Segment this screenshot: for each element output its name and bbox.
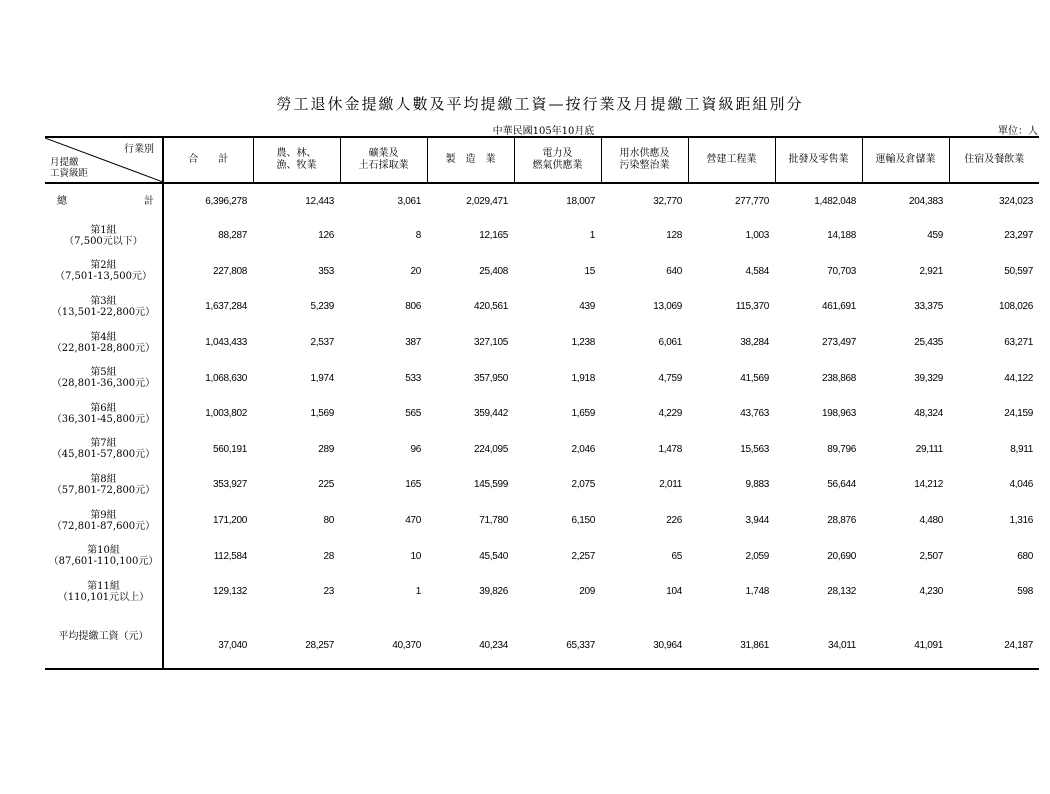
value-cell: 4,480 bbox=[919, 515, 943, 527]
row-label: 第11組 （110,101元以上） bbox=[45, 574, 163, 610]
value-cell: 470 bbox=[405, 515, 421, 527]
value-cell: 24,159 bbox=[1004, 408, 1033, 420]
table-row bbox=[45, 360, 1039, 396]
value-cell: 56,644 bbox=[827, 479, 856, 491]
column-header-0: 合 計 bbox=[163, 137, 253, 183]
value-cell: 108,026 bbox=[998, 301, 1033, 313]
value-cell: 4,229 bbox=[658, 408, 682, 420]
value-cell: 15 bbox=[584, 265, 595, 277]
table-row bbox=[45, 396, 1039, 432]
value-cell: 1,569 bbox=[310, 408, 334, 420]
value-cell: 2,257 bbox=[571, 550, 595, 562]
value-cell: 14,212 bbox=[914, 479, 943, 491]
value-cell: 598 bbox=[1017, 586, 1033, 598]
column-header-5: 用水供應及 污染整治業 bbox=[601, 137, 688, 183]
row-label: 第8組 （57,801-72,800元） bbox=[45, 467, 163, 503]
table-row bbox=[45, 503, 1039, 539]
value-cell: 6,396,278 bbox=[205, 195, 247, 207]
value-cell: 34,011 bbox=[775, 610, 862, 669]
column-header-1: 農、林、 漁、牧業 bbox=[253, 137, 340, 183]
value-cell: 3,061 bbox=[397, 195, 421, 207]
value-cell: 24,187 bbox=[949, 610, 1039, 669]
value-cell: 227,808 bbox=[212, 265, 247, 277]
value-cell: 4,230 bbox=[919, 586, 943, 598]
value-cell: 31,861 bbox=[688, 610, 775, 669]
total-row bbox=[45, 183, 1039, 218]
value-cell: 145,599 bbox=[473, 479, 508, 491]
value-cell: 225 bbox=[318, 479, 334, 491]
value-cell: 1,238 bbox=[571, 337, 595, 349]
row-label: 第6組 （36,301-45,800元） bbox=[45, 396, 163, 432]
value-cell: 2,011 bbox=[659, 479, 682, 491]
value-cell: 1,974 bbox=[310, 372, 334, 384]
value-cell: 806 bbox=[405, 301, 421, 313]
value-cell: 37,040 bbox=[163, 610, 253, 669]
stub-header bbox=[45, 137, 163, 183]
value-cell: 8,911 bbox=[1010, 443, 1033, 455]
value-cell: 2,059 bbox=[745, 550, 769, 562]
row-label: 第2組 （7,501-13,500元） bbox=[45, 254, 163, 290]
row-label: 第10組 （87,601-110,100元） bbox=[45, 538, 163, 574]
value-cell: 88,287 bbox=[218, 230, 247, 242]
value-cell: 39,329 bbox=[914, 372, 943, 384]
value-cell: 1,043,433 bbox=[205, 337, 247, 349]
value-cell: 28,876 bbox=[827, 515, 856, 527]
value-cell: 44,122 bbox=[1004, 372, 1033, 384]
value-cell: 14,188 bbox=[827, 230, 856, 242]
column-header-4: 電力及 燃氣供應業 bbox=[514, 137, 601, 183]
value-cell: 238,868 bbox=[821, 372, 856, 384]
value-cell: 40,370 bbox=[340, 610, 427, 669]
value-cell: 273,497 bbox=[821, 337, 856, 349]
report-date: 中華民國105年10月底 bbox=[492, 126, 595, 137]
value-cell: 10 bbox=[410, 550, 421, 562]
value-cell: 353,927 bbox=[212, 479, 247, 491]
value-cell: 387 bbox=[405, 337, 421, 349]
header-row bbox=[45, 137, 1039, 183]
value-cell: 226 bbox=[666, 515, 682, 527]
value-cell: 50,597 bbox=[1004, 265, 1033, 277]
value-cell: 2,537 bbox=[310, 337, 334, 349]
value-cell: 420,561 bbox=[473, 301, 508, 313]
value-cell: 6,061 bbox=[658, 337, 682, 349]
value-cell: 1,316 bbox=[1009, 515, 1033, 527]
value-cell: 115,370 bbox=[735, 301, 769, 313]
value-cell: 29,111 bbox=[915, 443, 943, 455]
value-cell: 39,826 bbox=[479, 586, 508, 598]
value-cell: 126 bbox=[318, 230, 334, 242]
value-cell: 65 bbox=[671, 550, 682, 562]
column-header-6: 營建工程業 bbox=[688, 137, 775, 183]
value-cell: 1,068,630 bbox=[205, 372, 247, 384]
value-cell: 80 bbox=[323, 515, 334, 527]
value-cell: 4,584 bbox=[745, 265, 769, 277]
value-cell: 40,234 bbox=[427, 610, 514, 669]
value-cell: 45,540 bbox=[479, 550, 508, 562]
value-cell: 359,442 bbox=[473, 408, 508, 420]
column-header-2: 礦業及 土石採取業 bbox=[340, 137, 427, 183]
value-cell: 165 bbox=[405, 479, 421, 491]
value-cell: 560,191 bbox=[212, 443, 247, 455]
value-cell: 18,007 bbox=[566, 195, 595, 207]
value-cell: 20 bbox=[410, 265, 421, 277]
value-cell: 353 bbox=[318, 265, 334, 277]
value-cell: 71,780 bbox=[479, 515, 508, 527]
value-cell: 1,482,048 bbox=[814, 195, 856, 207]
table-row bbox=[45, 254, 1039, 290]
value-cell: 357,950 bbox=[473, 372, 508, 384]
value-cell: 28 bbox=[323, 550, 334, 562]
value-cell: 4,046 bbox=[1009, 479, 1033, 491]
table-row bbox=[45, 325, 1039, 361]
value-cell: 41,569 bbox=[740, 372, 769, 384]
table-row bbox=[45, 574, 1039, 610]
value-cell: 112,584 bbox=[213, 550, 247, 562]
value-cell: 63,271 bbox=[1004, 337, 1033, 349]
value-cell: 1 bbox=[415, 586, 421, 598]
value-cell: 70,703 bbox=[827, 265, 856, 277]
value-cell: 1,003,802 bbox=[205, 408, 247, 420]
row-label: 第5組 （28,801-36,300元） bbox=[45, 360, 163, 396]
table-row bbox=[45, 289, 1039, 325]
value-cell: 277,770 bbox=[734, 195, 769, 207]
table-row bbox=[45, 432, 1039, 468]
row-label: 總 計 bbox=[45, 183, 163, 218]
value-cell: 324,023 bbox=[998, 195, 1033, 207]
value-cell: 1,748 bbox=[745, 586, 769, 598]
table-row bbox=[45, 538, 1039, 574]
row-label: 第7組 （45,801-57,800元） bbox=[45, 432, 163, 468]
value-cell: 459 bbox=[927, 230, 943, 242]
value-cell: 1,003 bbox=[745, 230, 769, 242]
value-cell: 128 bbox=[666, 230, 682, 242]
value-cell: 15,563 bbox=[740, 443, 769, 455]
value-cell: 1,918 bbox=[571, 372, 595, 384]
statistics-table bbox=[45, 136, 1039, 670]
value-cell: 565 bbox=[405, 408, 421, 420]
value-cell: 129,132 bbox=[212, 586, 247, 598]
average-wage-row bbox=[45, 610, 1039, 669]
value-cell: 224,095 bbox=[473, 443, 508, 455]
value-cell: 461,691 bbox=[821, 301, 856, 313]
value-cell: 209 bbox=[579, 586, 595, 598]
value-cell: 20,690 bbox=[827, 550, 856, 562]
value-cell: 1,478 bbox=[658, 443, 682, 455]
value-cell: 1 bbox=[589, 230, 595, 242]
value-cell: 2,921 bbox=[919, 265, 943, 277]
value-cell: 41,091 bbox=[862, 610, 949, 669]
value-cell: 12,443 bbox=[305, 195, 334, 207]
value-cell: 25,435 bbox=[914, 337, 943, 349]
value-cell: 1,659 bbox=[571, 408, 595, 420]
value-cell: 3,944 bbox=[745, 515, 769, 527]
value-cell: 96 bbox=[410, 443, 421, 455]
value-cell: 28,132 bbox=[827, 586, 856, 598]
table-row bbox=[45, 218, 1039, 254]
value-cell: 640 bbox=[666, 265, 682, 277]
row-label: 平均提繳工資（元） bbox=[45, 610, 163, 669]
value-cell: 2,075 bbox=[571, 479, 595, 491]
value-cell: 48,324 bbox=[914, 408, 943, 420]
value-cell: 8 bbox=[415, 230, 421, 242]
value-cell: 13,069 bbox=[653, 301, 682, 313]
value-cell: 28,257 bbox=[253, 610, 340, 669]
value-cell: 6,150 bbox=[571, 515, 595, 527]
value-cell: 30,964 bbox=[601, 610, 688, 669]
stub-industry-label: 行業別 bbox=[124, 144, 154, 155]
stub-wage-label: 月提繳 工資級距 bbox=[50, 157, 89, 179]
value-cell: 680 bbox=[1017, 550, 1033, 562]
table-row bbox=[45, 467, 1039, 503]
column-header-3: 製 造 業 bbox=[427, 137, 514, 183]
value-cell: 2,507 bbox=[919, 550, 943, 562]
unit-label: 單位：人 bbox=[998, 126, 1038, 137]
value-cell: 289 bbox=[318, 443, 334, 455]
value-cell: 23,297 bbox=[1004, 230, 1033, 242]
value-cell: 43,763 bbox=[740, 408, 769, 420]
value-cell: 32,770 bbox=[653, 195, 682, 207]
row-label: 第4組 （22,801-28,800元） bbox=[45, 325, 163, 361]
value-cell: 198,963 bbox=[821, 408, 856, 420]
value-cell: 1,637,284 bbox=[205, 301, 247, 313]
page-title: 勞工退休金提繳人數及平均提繳工資—按行業及月提繳工資級距組別分 bbox=[276, 95, 804, 113]
value-cell: 5,239 bbox=[310, 301, 334, 313]
row-label: 第9組 （72,801-87,600元） bbox=[45, 503, 163, 539]
value-cell: 65,337 bbox=[514, 610, 601, 669]
value-cell: 23 bbox=[323, 586, 334, 598]
value-cell: 33,375 bbox=[914, 301, 943, 313]
value-cell: 25,408 bbox=[479, 265, 508, 277]
column-header-9: 住宿及餐飲業 bbox=[949, 137, 1039, 183]
value-cell: 533 bbox=[405, 372, 421, 384]
value-cell: 12,165 bbox=[479, 230, 508, 242]
value-cell: 9,883 bbox=[745, 479, 769, 491]
value-cell: 171,200 bbox=[212, 515, 247, 527]
value-cell: 89,796 bbox=[827, 443, 856, 455]
value-cell: 327,105 bbox=[473, 337, 508, 349]
value-cell: 4,759 bbox=[658, 372, 682, 384]
value-cell: 439 bbox=[579, 301, 595, 313]
row-label: 第1組 （7,500元以下） bbox=[45, 218, 163, 254]
column-header-7: 批發及零售業 bbox=[775, 137, 862, 183]
column-header-8: 運輸及倉儲業 bbox=[862, 137, 949, 183]
row-label: 第3組 （13,501-22,800元） bbox=[45, 289, 163, 325]
value-cell: 38,284 bbox=[740, 337, 769, 349]
value-cell: 104 bbox=[666, 586, 682, 598]
value-cell: 204,383 bbox=[908, 195, 943, 207]
value-cell: 2,029,471 bbox=[466, 195, 508, 207]
value-cell: 2,046 bbox=[571, 443, 595, 455]
